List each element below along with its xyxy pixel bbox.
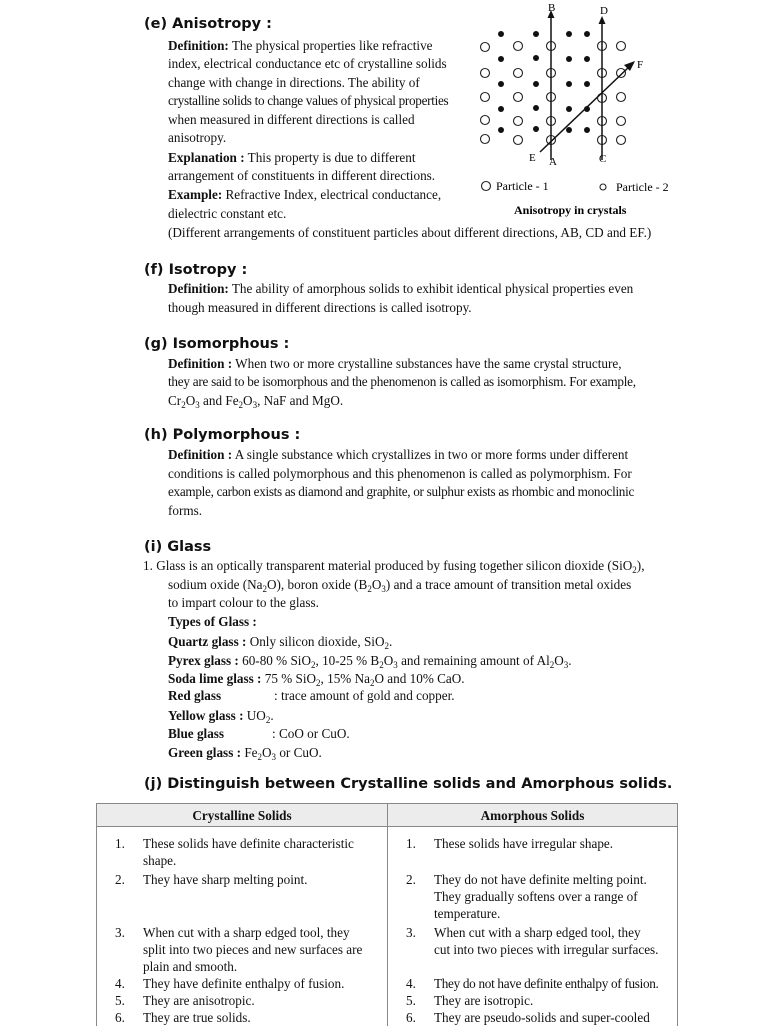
definition-line: The physical properties like refractive [231, 38, 433, 53]
polymorphous-line: conditions is called polymorphous and this phenomenon is called as polymorphism. For [168, 466, 632, 481]
glass-type-green: Green glass : $Fe_2O_3$ or CuO. [168, 745, 322, 762]
example-line: dielectric constant etc. [168, 206, 287, 221]
definition-line: change with change in directions. The ability of [168, 75, 420, 90]
table-row: 5. They are anisotropic. 5. They are isotropic. [97, 992, 678, 1009]
particle-1-legend-icon [482, 182, 491, 191]
label-b: B [548, 2, 556, 14]
definition-label: Definition: [168, 38, 229, 53]
distinguish-heading: (j) Distinguish between Crystalline solids and Amorphous solids. [144, 776, 673, 792]
glass-types-label: Types of Glass : [168, 614, 257, 629]
legend-particle-2: Particle - 2 [616, 180, 669, 194]
example-label: Example: [168, 187, 223, 202]
explanation-line: This property is due to different [247, 150, 416, 165]
explanation-label: Explanation : [168, 150, 245, 165]
comparison-table [96, 803, 678, 1026]
glass-type-yellow: Yellow glass : $UO_2$. [168, 708, 274, 725]
polymorphous-line: example, carbon exists as diamond and graphite, or sulphur exists as rhombic and monoclinic [168, 484, 635, 499]
definition-line: crystalline solids to change values of physical properties [168, 93, 449, 108]
isomorphous-line: they are said to be isomorphous and the phenomenon is called as isomorphism. For example, [168, 374, 636, 389]
definition-line: anisotropy. [168, 130, 227, 145]
isotropy-line: The ability of amorphous solids to exhibit identical physical properties even [231, 281, 634, 296]
definition-line: when measured in different directions is called [168, 112, 415, 127]
polymorphous-heading: (h) Polymorphous : [144, 427, 301, 443]
isomorphous-example: $Cr_2O_3$ and $Fe_2O_3$, NaF and MgO. [168, 393, 344, 410]
polymorphous-line: A single substance which crystallizes in two or more forms under different [234, 447, 629, 462]
table-row: 6. They are true solids. 6. They are pseudo-solids and super-cooled [97, 1009, 678, 1026]
isomorphous-line: When two or more crystalline substances have the same crystal structure, [235, 356, 622, 371]
glass-intro-line: sodium oxide $(Na_2O)$, boron oxide $(B_2O_3)$ and a trace amount of transition metal oxides [168, 577, 632, 594]
anisotropy-heading: (e) Anisotropy : [144, 16, 272, 32]
isotropy-line: though measured in different directions is called isotropy. [168, 300, 472, 315]
definition-label: Definition : [168, 447, 233, 462]
particle-lattice [481, 31, 626, 145]
glass-intro-line: to impart colour to the glass. [168, 595, 319, 610]
particle-2-legend-icon [600, 184, 606, 190]
label-a: A [549, 156, 557, 168]
isotropy-heading: (f) Isotropy : [144, 262, 248, 278]
anisotropy-diagram [470, 0, 710, 222]
glass-heading: (i) Glass [144, 539, 212, 555]
isomorphous-heading: (g) Isomorphous : [144, 336, 290, 352]
glass-type-soda-lime: Soda lime glass : 75 % SiO$_2$, 15% $Na_2O$ and 10% CaO. [168, 671, 465, 688]
anisotropy-note: (Different arrangements of constituent particles about different directions, AB, CD and EF.) [168, 225, 652, 240]
glass-type-blue: Blue glass : CoO or CuO. [168, 726, 350, 741]
glass-type-pyrex: Pyrex glass : 60-80 % SiO$_2$, 10-25 % $B_2O_3$ and remaining amount of $Al_2O_3$. [168, 653, 572, 670]
definition-label: Definition : [168, 356, 233, 371]
polymorphous-line: forms. [168, 503, 203, 518]
legend-particle-1: Particle - 1 [496, 179, 549, 193]
column-header-amorphous: Amorphous Solids [388, 804, 678, 827]
glass-intro-line: 1. Glass is an optically transparent material produced by fusing together silicon dioxide (SiO$_2$), [143, 558, 645, 575]
label-d: D [600, 5, 608, 17]
table-row: 3. When cut with a sharp edged tool, they split into two pieces and new surfaces are plain and smooth. 3. When cut with a sharp edged tool, they cut into two pieces with irregular surfaces. [97, 922, 678, 975]
label-c: C [599, 153, 607, 165]
table-row: 1. These solids have definite characteristic shape. 1. These solids have irregular shape. [97, 827, 678, 870]
example-line: Refractive Index, electrical conductance, [225, 187, 442, 202]
column-header-crystalline: Crystalline Solids [97, 804, 388, 827]
glass-type-quartz: Quartz glass : Only silicon dioxide, SiO$_2$. [168, 634, 393, 651]
figure-caption: Anisotropy in crystals [514, 203, 627, 217]
label-f: F [637, 59, 644, 71]
glass-type-red: Red glass : trace amount of gold and copper. [168, 688, 455, 703]
definition-line: index, electrical conductance etc of crystalline solids [168, 56, 447, 71]
table-row: 2. They have sharp melting point. 2. They do not have definite melting point. They gradually softens over a range of temperature. [97, 869, 678, 922]
definition-label: Definition: [168, 281, 229, 296]
label-e: E [529, 152, 536, 164]
table-row: 4. They have definite enthalpy of fusion. 4. They do not have definite enthalpy of fusion. [97, 975, 678, 992]
explanation-line: arrangement of constituents in different directions. [168, 168, 436, 183]
